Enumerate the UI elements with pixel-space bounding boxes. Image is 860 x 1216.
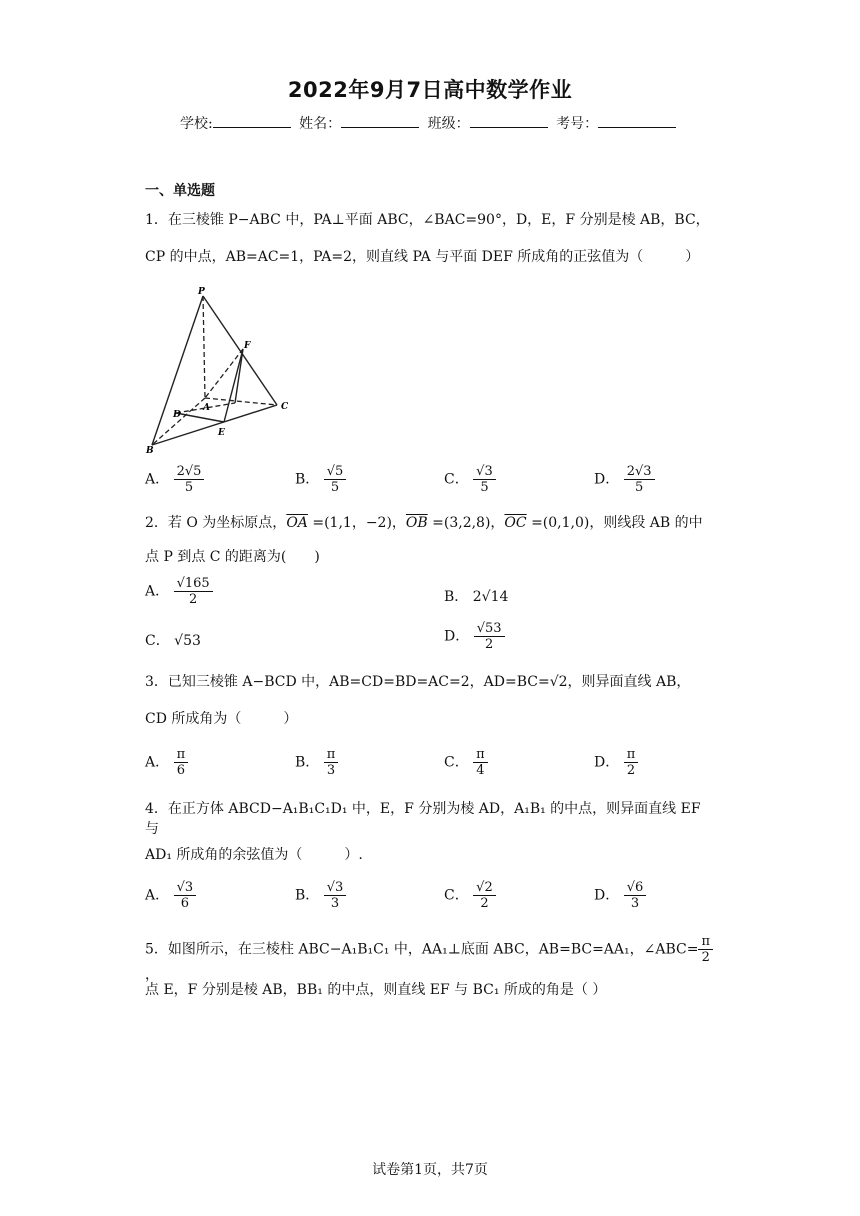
denominator: 2: [484, 637, 494, 652]
denominator: 4: [476, 763, 485, 778]
vector-oa: $\overline{OA}$: [286, 515, 308, 531]
denominator: 6: [180, 896, 189, 911]
q3-option-a: [145, 747, 188, 778]
vector-ob: $\overline{OB}$: [405, 515, 428, 531]
pyramid-figure: [140, 283, 300, 455]
page-title: 2022年9月7日高中数学作业: [287, 78, 573, 102]
label-d: D: [173, 410, 181, 420]
option-label: A．: [145, 471, 170, 488]
denominator: 3: [630, 896, 640, 911]
question-3-number: 3．: [145, 674, 168, 690]
label-f: F: [244, 341, 251, 351]
numerator: π: [624, 747, 639, 763]
angle-fraction: [698, 934, 713, 965]
fraction: [473, 747, 488, 778]
option-label: A．: [145, 754, 170, 771]
option-value: √53: [174, 633, 201, 649]
option-value: 2√14: [472, 589, 509, 605]
school-blank: [213, 113, 291, 128]
fraction: [474, 621, 505, 652]
question-4-line-1: [145, 799, 715, 839]
question-5-text-1b: ，: [145, 967, 159, 983]
vector-oc-value: =(0,1,0)，则线段 AB 的中: [526, 515, 703, 531]
denominator: 3: [326, 763, 336, 778]
denominator: 5: [184, 480, 194, 495]
fraction: [473, 880, 496, 911]
name-blank: [341, 113, 419, 128]
question-1-line-1: [145, 210, 715, 230]
numerator: √53: [474, 621, 505, 637]
question-2-line-1: [145, 513, 715, 533]
numerator: √165: [174, 576, 213, 592]
numerator: √2: [473, 880, 496, 896]
option-label: B．: [444, 589, 469, 605]
numerator: √3: [174, 880, 197, 896]
option-label: C．: [444, 887, 469, 904]
question-3-text-1: 已知三棱锥 A−BCD 中，AB=CD=BD=AC=2，AD=BC=√2，则异面直线 AB，: [167, 674, 691, 690]
option-label: D．: [594, 754, 620, 771]
q1-option-c: [444, 464, 496, 495]
exam-no-blank: [598, 113, 676, 128]
fraction: [174, 747, 189, 778]
option-label: C．: [444, 471, 469, 488]
fraction: [324, 464, 347, 495]
option-label: B．: [295, 754, 320, 771]
section-title: 一、单选题: [145, 183, 215, 199]
q4-option-d: [594, 880, 646, 911]
q2-option-a: [145, 576, 213, 607]
question-5-line-2: 点 E，F 分别是棱 AB，BB₁ 的中点，则直线 EF 与 BC₁ 所成的角是（ ）: [145, 982, 607, 998]
question-4-text-1: 在正方体 ABCD−A₁B₁C₁D₁ 中，E，F 分别为棱 AD，A₁B₁ 的中点，则异面直线 EF 与: [145, 801, 701, 837]
denominator: 2: [480, 896, 489, 911]
question-3-line-2: CD 所成角为（ ）: [145, 711, 298, 727]
option-label: B．: [295, 471, 320, 488]
numerator: 2√3: [624, 464, 655, 480]
question-5-text-1: 如图所示，在三棱柱 ABC−A₁B₁C₁ 中，AA₁⊥底面 ABC，AB=BC=AA₁，∠ABC=: [167, 941, 699, 958]
label-a: A: [203, 403, 210, 413]
q2-option-b: [444, 586, 508, 606]
numerator: π: [324, 747, 339, 763]
vector-ob-value: =(3,2,8)，: [427, 515, 505, 531]
class-blank: [470, 113, 548, 128]
numerator: √5: [324, 464, 347, 480]
denominator: 3: [330, 896, 340, 911]
fraction: [324, 747, 339, 778]
option-label: B．: [295, 887, 320, 904]
exam-no-label: 考号：: [556, 116, 599, 132]
fraction: [624, 747, 639, 778]
question-4-number: 4．: [145, 801, 168, 817]
fraction: [624, 880, 647, 911]
student-info-row: [180, 113, 680, 133]
fraction: [473, 464, 496, 495]
question-4-line-2: AD₁ 所成角的余弦值为（ ）.: [145, 847, 363, 863]
denominator: 6: [176, 763, 185, 778]
page-footer: 试卷第1页，共7页: [372, 1162, 488, 1178]
question-2-line-2: 点 P 到点 C 的距离为( ): [145, 549, 320, 565]
q3-option-d: [594, 747, 638, 778]
fraction: [174, 464, 205, 495]
q3-option-b: [295, 747, 338, 778]
q4-option-c: [444, 880, 496, 911]
question-1-line-2: CP 的中点，AB=AC=1，PA=2，则直线 PA 与平面 DEF 所成角的正弦值为（ ）: [145, 249, 700, 265]
q2-option-d: [444, 621, 505, 652]
fraction: [174, 880, 197, 911]
q1-option-d: [594, 464, 655, 495]
denominator: 5: [480, 480, 489, 495]
fraction: [324, 880, 347, 911]
question-1-number: 1．: [145, 212, 168, 228]
q2-option-c: [145, 630, 201, 650]
denominator: 2: [701, 950, 710, 965]
numerator: π: [174, 747, 189, 763]
question-5-line-1: [145, 934, 715, 985]
school-label: 学校:: [180, 116, 213, 132]
option-label: A．: [145, 583, 170, 600]
numerator: √3: [473, 464, 496, 480]
name-label: 姓名：: [299, 116, 342, 132]
option-label: D．: [594, 887, 620, 904]
numerator: π: [698, 934, 713, 950]
q1-option-a: [145, 464, 204, 495]
option-label: D．: [444, 628, 470, 645]
option-label: C．: [145, 633, 170, 649]
question-5-number: 5．: [145, 941, 168, 958]
question-2-text-1: 若 O 为坐标原点，: [167, 515, 287, 531]
option-label: A．: [145, 887, 170, 904]
q4-option-b: [295, 880, 346, 911]
numerator: 2√5: [174, 464, 205, 480]
label-b: B: [146, 446, 154, 455]
denominator: 2: [626, 763, 636, 778]
question-1-text-1: 在三棱锥 P−ABC 中，PA⊥平面 ABC，∠BAC=90°，D，E，F 分别是棱 AB，BC，: [167, 212, 710, 228]
numerator: √6: [624, 880, 647, 896]
q3-option-c: [444, 747, 488, 778]
option-label: D．: [594, 471, 620, 488]
option-label: C．: [444, 754, 469, 771]
denominator: 2: [188, 592, 198, 607]
q1-option-b: [295, 464, 346, 495]
question-2-number: 2．: [145, 515, 168, 531]
numerator: √3: [324, 880, 347, 896]
denominator: 5: [634, 480, 644, 495]
fraction: [174, 576, 213, 607]
q4-option-a: [145, 880, 196, 911]
class-label: 班级：: [427, 116, 470, 132]
numerator: π: [473, 747, 488, 763]
question-3-line-1: [145, 672, 715, 692]
label-c: C: [281, 402, 289, 412]
label-e: E: [218, 428, 225, 438]
vector-oc: $\overline{OC}$: [504, 515, 527, 531]
denominator: 5: [330, 480, 340, 495]
label-p: P: [198, 287, 205, 297]
fraction: [624, 464, 655, 495]
vector-oa-value: =(1,1，−2)，: [307, 515, 406, 531]
